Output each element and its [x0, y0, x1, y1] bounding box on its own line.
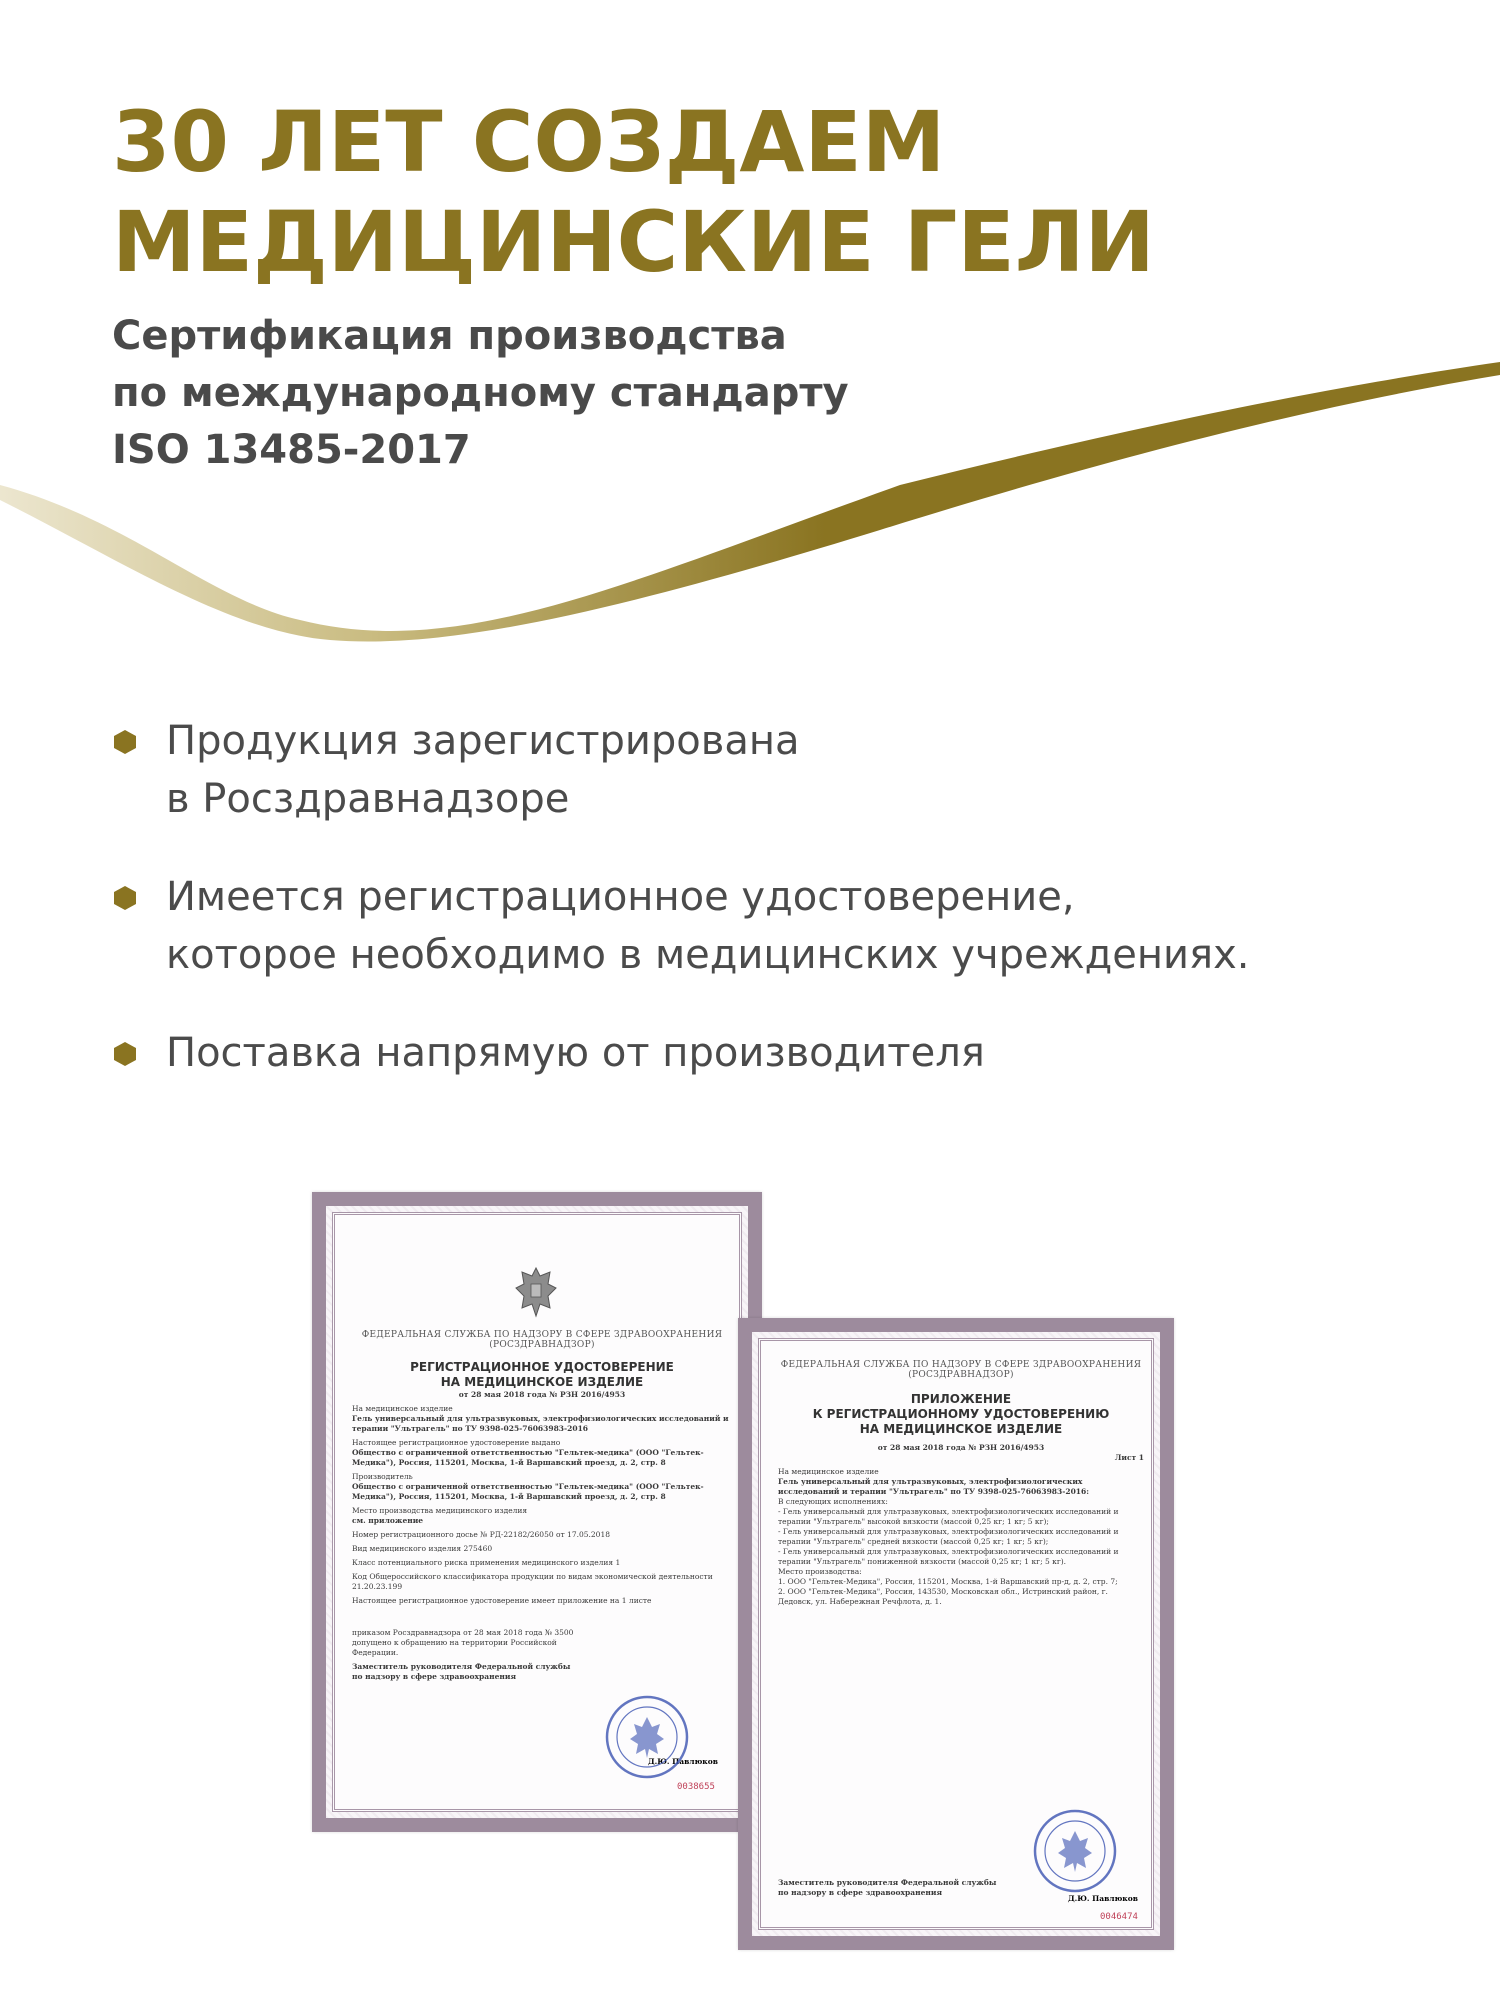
hexagon-bullet-icon [112, 1041, 138, 1067]
appendix-variants-label: В следующих исполнениях: [778, 1497, 888, 1506]
headline-line-1: 30 ЛЕТ СОЗДАЕМ [112, 93, 946, 191]
headline-line-2: МЕДИЦИНСКИЕ ГЕЛИ [112, 193, 1155, 291]
certificate-place-label: Место производства медицинского изделия [352, 1506, 528, 1515]
appendix-agency-short: (РОСЗДРАВНАДЗОР) [908, 1370, 1014, 1380]
feature-list [112, 712, 1482, 1122]
certificate-okpd: Код Общероссийского классификатора продукции по видам экономической деятельности 21.20.23.199 [352, 1572, 713, 1591]
certificate-title-1: РЕГИСТРАЦИОННОЕ УДОСТОВЕРЕНИЕ [410, 1360, 674, 1374]
feature-item [112, 868, 1482, 984]
russian-coat-of-arms-icon [510, 1262, 562, 1324]
certificate-appendix-note: Настоящее регистрационное удостоверение имеет приложение на 1 листе [352, 1596, 652, 1605]
feature-text-line-1: Продукция зарегистрирована [166, 718, 800, 764]
appendix-place-2: 2. ООО "Гельтек-Медика", Россия, 143530, Московская обл., Истринский район, г. Дедовск, ул. Набережная Речфлота, д. 1. [778, 1587, 1108, 1606]
certificate-signer: Д.Ю. Павлюков [648, 1757, 718, 1766]
appendix-device: Гель универсальный для ультразвуковых, электрофизиологических исследований и терапии "Ультрагель" по ТУ 9398-025-76063983-2016: [778, 1477, 1090, 1496]
certificate-serial-number: 0038655 [677, 1782, 715, 1792]
appendix-place-1: 1. ООО "Гельтек-Медика", Россия, 115201, Москва, 1-й Варшавский пр-д, д. 2, стр. 7; [778, 1577, 1118, 1586]
subtitle-line-1: Сертификация производства [112, 313, 787, 359]
certificate-device: Гель универсальный для ультразвуковых, электрофизиологических исследований и терапии "Ультрагель" по ТУ 9398-025-76063983-2016 [352, 1414, 729, 1433]
certificate-order: приказом Росздравнадзора от 28 мая 2018 года № 3500 допущено к обращению на территории Российской Федерации. [352, 1628, 574, 1657]
headline [112, 92, 1155, 292]
appendix-variant-1: - Гель универсальный для ультразвуковых, электрофизиологических исследований и терапии "Ультрагель" высокой вязкости (массой 0,25 кг; 1 кг; 5 кг); [778, 1507, 1119, 1526]
appendix-device-label: На медицинское изделие [778, 1467, 879, 1476]
certificate-issued-to: Общество с ограниченной ответственностью "Гельтек-медика" (ООО "Гельтек-Медика"), Россия, 115201, Москва, 1-й Варшавский проезд, д. 2, стр. 8 [352, 1448, 704, 1467]
appendix-sheet: Лист 1 [1114, 1453, 1144, 1462]
feature-text-line-2: которое необходимо в медицинских учреждениях. [166, 932, 1250, 978]
certificate-risk: Класс потенциального риска применения медицинского изделия 1 [352, 1558, 621, 1567]
appendix-variant-3: - Гель универсальный для ультразвуковых, электрофизиологических исследований и терапии "Ультрагель" пониженной вязкости (массой 0,25 кг; 1 кг; 5 кг). [778, 1547, 1119, 1566]
feature-text-line-1: Поставка напрямую от производителя [166, 1030, 985, 1076]
hexagon-bullet-icon [112, 885, 138, 911]
certificate-kind: Вид медицинского изделия 275460 [352, 1544, 493, 1553]
certificate-device-label: На медицинское изделие [352, 1404, 453, 1413]
appendix-title-1: ПРИЛОЖЕНИЕ [910, 1392, 1012, 1406]
feature-text-line-1: Имеется регистрационное удостоверение, [166, 874, 1075, 920]
appendix-date-number: от 28 мая 2018 года № РЗН 2016/4953 [877, 1443, 1045, 1452]
certificate-date-number: от 28 мая 2018 года № РЗН 2016/4953 [458, 1390, 626, 1399]
appendix-place-label: Место производства: [778, 1567, 862, 1576]
feature-text-line-2: в Росздравнадзоре [166, 776, 570, 822]
registration-certificate-image [312, 1192, 762, 1832]
certificate-issued-label: Настоящее регистрационное удостоверение выдано [352, 1438, 561, 1447]
appendix-signer-role: Заместитель руководителя Федеральной службы по надзору в сфере здравоохранения [778, 1878, 997, 1897]
official-stamp-icon [1030, 1806, 1120, 1896]
certificate-manufacturer: Общество с ограниченной ответственностью "Гельтек-медика" (ООО "Гельтек-Медика"), Россия, 115201, Москва, 1-й Варшавский проезд, д. 2, стр. 8 [352, 1482, 704, 1501]
certificate-agency-short: (РОСЗДРАВНАДЗОР) [489, 1340, 595, 1350]
certificate-title-2: НА МЕДИЦИНСКОЕ ИЗДЕЛИЕ [440, 1375, 644, 1389]
subtitle-line-3: ISO 13485-2017 [112, 427, 471, 473]
certificate-dossier: Номер регистрационного досье № РД-22182/26050 от 17.05.2018 [352, 1530, 610, 1539]
certificate-appendix-image [738, 1318, 1174, 1950]
appendix-signer: Д.Ю. Павлюков [1068, 1894, 1138, 1903]
appendix-agency: ФЕДЕРАЛЬНАЯ СЛУЖБА ПО НАДЗОРУ В СФЕРЕ ЗДРАВООХРАНЕНИЯ [780, 1360, 1142, 1370]
official-stamp-icon [602, 1692, 692, 1782]
hexagon-bullet-icon [112, 729, 138, 755]
appendix-serial-number: 0046474 [1100, 1912, 1138, 1922]
subtitle [112, 308, 849, 479]
certificate-place: см. приложение [352, 1516, 424, 1525]
certificate-signer-role: Заместитель руководителя Федеральной службы по надзору в сфере здравоохранения [352, 1662, 571, 1681]
certificate-agency: ФЕДЕРАЛЬНАЯ СЛУЖБА ПО НАДЗОРУ В СФЕРЕ ЗДРАВООХРАНЕНИЯ [361, 1330, 723, 1340]
appendix-variant-2: - Гель универсальный для ультразвуковых, электрофизиологических исследований и терапии "Ультрагель" средней вязкости (массой 0,25 кг; 1 кг; 5 кг); [778, 1527, 1119, 1546]
certificate-manufacturer-label: Производитель [352, 1472, 413, 1481]
feature-item [112, 712, 1482, 828]
appendix-title-3: НА МЕДИЦИНСКОЕ ИЗДЕЛИЕ [859, 1422, 1063, 1436]
subtitle-line-2: по международному стандарту [112, 370, 849, 416]
appendix-title-2: К РЕГИСТРАЦИОННОМУ УДОСТОВЕРЕНИЮ [812, 1407, 1110, 1421]
feature-item [112, 1024, 1482, 1082]
